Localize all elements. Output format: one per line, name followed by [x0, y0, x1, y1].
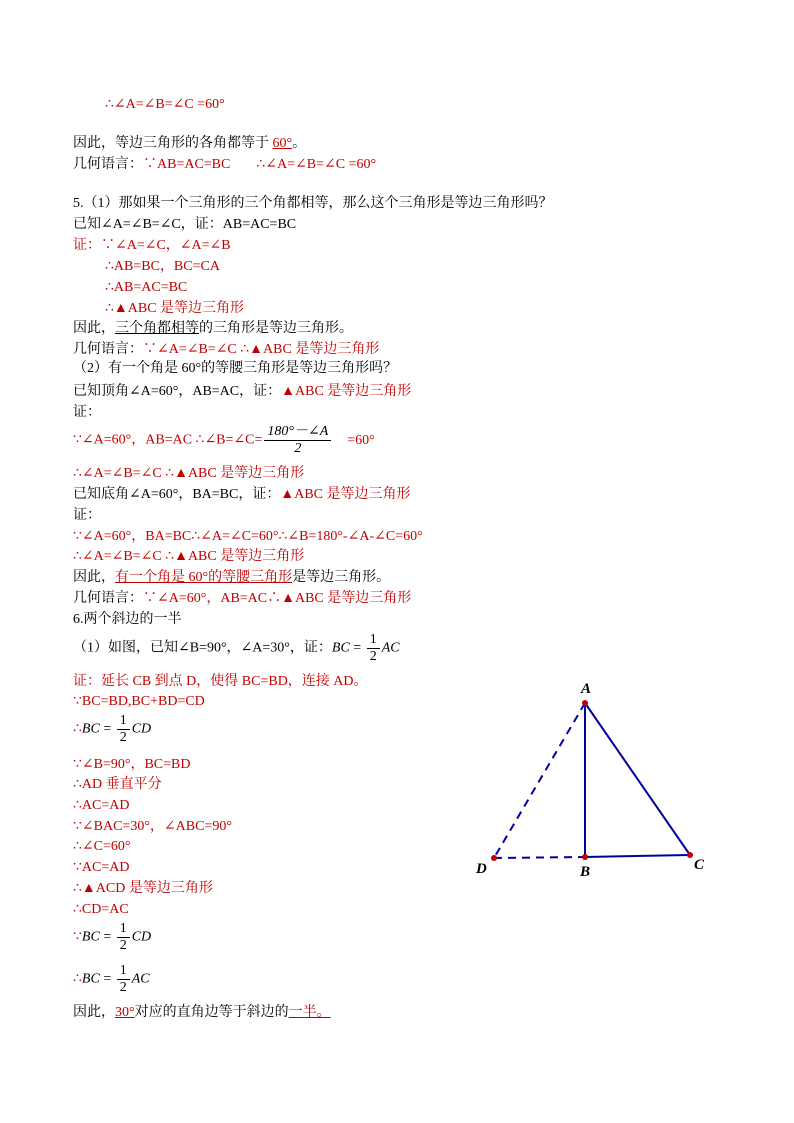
point-c — [687, 852, 693, 858]
geometry-language-3 — [73, 590, 411, 608]
text: 对应的直角边等于斜边的 — [134, 1005, 289, 1020]
proof-6-line-4: ∵∠B=90°，BC=BD — [73, 757, 191, 772]
fraction — [117, 713, 130, 746]
question-5-2: （2）有一个角是 60°的等腰三角形是等边三角形吗？ — [73, 361, 398, 376]
fraction-numerator: 180°－∠A — [264, 424, 331, 441]
proof-6-line-5: ∴AD 垂直平分 — [73, 777, 162, 792]
math-bc: BC — [331, 640, 350, 656]
underlined-text: 有一个角是 60°的等腰三角形 — [115, 570, 293, 585]
result-text: ∴∠A=∠B=∠C =60° — [256, 157, 377, 172]
text: 因此， — [73, 321, 115, 336]
proof-6-line-2: ∵BC=BD,BC+BD=CD — [73, 694, 205, 709]
proof-2-line-2: ∴∠A=∠B=∠C ∴▲ABC 是等边三角形 — [73, 466, 305, 481]
proof-6-line-3: ∴BC = $\frac{1}{2}$ CD — [73, 713, 152, 745]
conclusion-3 — [73, 1004, 331, 1022]
question-6-1 — [73, 632, 400, 665]
math-bc: BC — [81, 929, 100, 945]
fraction — [367, 632, 380, 665]
text: 已知底角∠A=60°，BA=BC，证： — [73, 487, 281, 502]
text: =60° — [347, 432, 375, 448]
label: 几何语言： — [73, 342, 143, 357]
math-cd: CD — [131, 929, 152, 945]
math-ac: AC — [131, 971, 150, 987]
proof-6-line-1: 证：延长 CB 到点 D，使得 BC=BD，连接 AD。 — [73, 674, 368, 689]
proof-6-line-13: ∴BC = $\frac{1}{2}$ AC — [73, 963, 150, 995]
given-1: 已知∠A=∠B=∠C，证：AB=AC=BC — [73, 217, 297, 232]
underlined-30: 30° — [115, 1005, 135, 1020]
text: 是等边三角形。 — [292, 570, 391, 585]
fraction-numerator: 1 — [117, 713, 130, 730]
proof-6-line-9: ∵AC=AD — [73, 860, 130, 875]
proof-label-1: 证： — [73, 405, 101, 420]
text: 因此，等边三角形的各角都等于 — [73, 136, 273, 151]
conclusion-each-angle — [73, 135, 306, 153]
underlined-text: 三个角都相等 — [115, 321, 199, 336]
proof-6-line-11: ∴CD=AC — [73, 902, 129, 917]
question-5-1: 5.（1）那如果一个三角形的三个角都相等，那么这个三角形是等边三角形吗？ — [73, 196, 553, 211]
proof-3-line-2: ∴∠A=∠B=∠C ∴▲ABC 是等边三角形 — [73, 549, 305, 564]
conclusion-1 — [73, 320, 353, 338]
point-a — [582, 700, 588, 706]
fraction-numerator: 1 — [367, 632, 380, 649]
given-3 — [73, 486, 411, 504]
fraction-denominator: 2 — [119, 980, 127, 995]
goal: ▲ABC 是等边三角形 — [281, 384, 412, 399]
therefore: ∴ — [73, 721, 82, 737]
proof-1-line-1: 证：∵∠A=∠C，∠A=∠B — [73, 238, 231, 253]
therefore: ∴ — [73, 971, 82, 987]
conclusion-2 — [73, 569, 390, 587]
geometry-language-1 — [73, 156, 376, 174]
fraction — [264, 424, 331, 457]
math-cd: CD — [131, 721, 152, 737]
question-6-title: 6.两个斜边的一半 — [73, 612, 182, 627]
answer-60: 60° — [272, 136, 293, 151]
segment-bc — [585, 855, 690, 857]
equals: = — [349, 640, 365, 656]
line-angles-equal: ∴∠A=∠B=∠C =60° — [105, 97, 225, 112]
text: 的三角形是等边三角形。 — [199, 321, 353, 336]
text: （1）如图，已知∠B=90°，∠A=30°，证： — [73, 640, 332, 656]
geometry-language-2 — [73, 341, 379, 359]
fraction — [117, 963, 130, 996]
text: 因此， — [73, 570, 115, 585]
proof-label-2: 证： — [73, 508, 101, 523]
statement: ∵∠A=60°，AB=AC∴▲ABC 是等边三角形 — [143, 591, 412, 606]
goal: ▲ABC 是等边三角形 — [280, 487, 411, 502]
underlined-half: 一半。 — [288, 1005, 331, 1020]
fraction-numerator: 1 — [117, 921, 130, 938]
proof-6-line-10: ∴▲ACD 是等边三角形 — [73, 881, 213, 896]
label-b: B — [580, 864, 591, 880]
fraction-numerator: 1 — [117, 963, 130, 980]
proof-2-line-1 — [73, 424, 375, 457]
point-d — [491, 855, 497, 861]
segment-db-dashed — [494, 857, 585, 858]
proof-6-line-6: ∴AC=AD — [73, 798, 130, 813]
proof-6-line-12: ∵BC = $\frac{1}{2}$ CD — [73, 921, 152, 953]
text: 。 — [292, 136, 307, 151]
text: ∵∠A=60°，AB=AC ∴∠B=∠C= — [73, 432, 263, 448]
segment-ad-dashed — [494, 703, 585, 858]
proof-3-line-1: ∵∠A=60°，BA=BC∴∠A=∠C=60°∴∠B=180°-∠A-∠C=60° — [73, 529, 423, 544]
statement: ∵∠A=∠B=∠C ∴▲ABC 是等边三角形 — [143, 342, 380, 357]
label-d: D — [476, 861, 487, 877]
segment-ac — [585, 703, 690, 855]
label: 几何语言： — [73, 591, 143, 606]
math-bc: BC — [81, 721, 100, 737]
because: ∵ — [73, 929, 82, 945]
proof-1-line-4: ∴▲ABC 是等边三角形 — [105, 301, 245, 316]
proof-6-line-8: ∴∠C=60° — [73, 839, 131, 854]
proof-6-line-7: ∵∠BAC=30°，∠ABC=90° — [73, 819, 232, 834]
fraction — [117, 921, 130, 954]
given-text: ∵AB=AC=BC — [143, 157, 231, 172]
label-c: C — [694, 857, 705, 873]
point-b — [582, 854, 588, 860]
given-2 — [73, 383, 411, 401]
fraction-denominator: 2 — [119, 730, 127, 745]
fraction-denominator: 2 — [369, 649, 377, 664]
proof-1-line-3: ∴AB=AC=BC — [105, 280, 188, 295]
text: 因此， — [73, 1005, 115, 1020]
math-bc: BC — [81, 971, 100, 987]
proof-1-line-2: ∴AB=BC，BC=CA — [105, 259, 220, 274]
label-a: A — [581, 681, 592, 697]
text: 已知顶角∠A=60°，AB=AC，证： — [73, 384, 282, 399]
math-ac: AC — [381, 640, 400, 656]
fraction-denominator: 2 — [119, 938, 127, 953]
label: 几何语言： — [73, 157, 143, 172]
triangle-figure — [470, 676, 720, 886]
fraction-denominator: 2 — [294, 441, 302, 456]
